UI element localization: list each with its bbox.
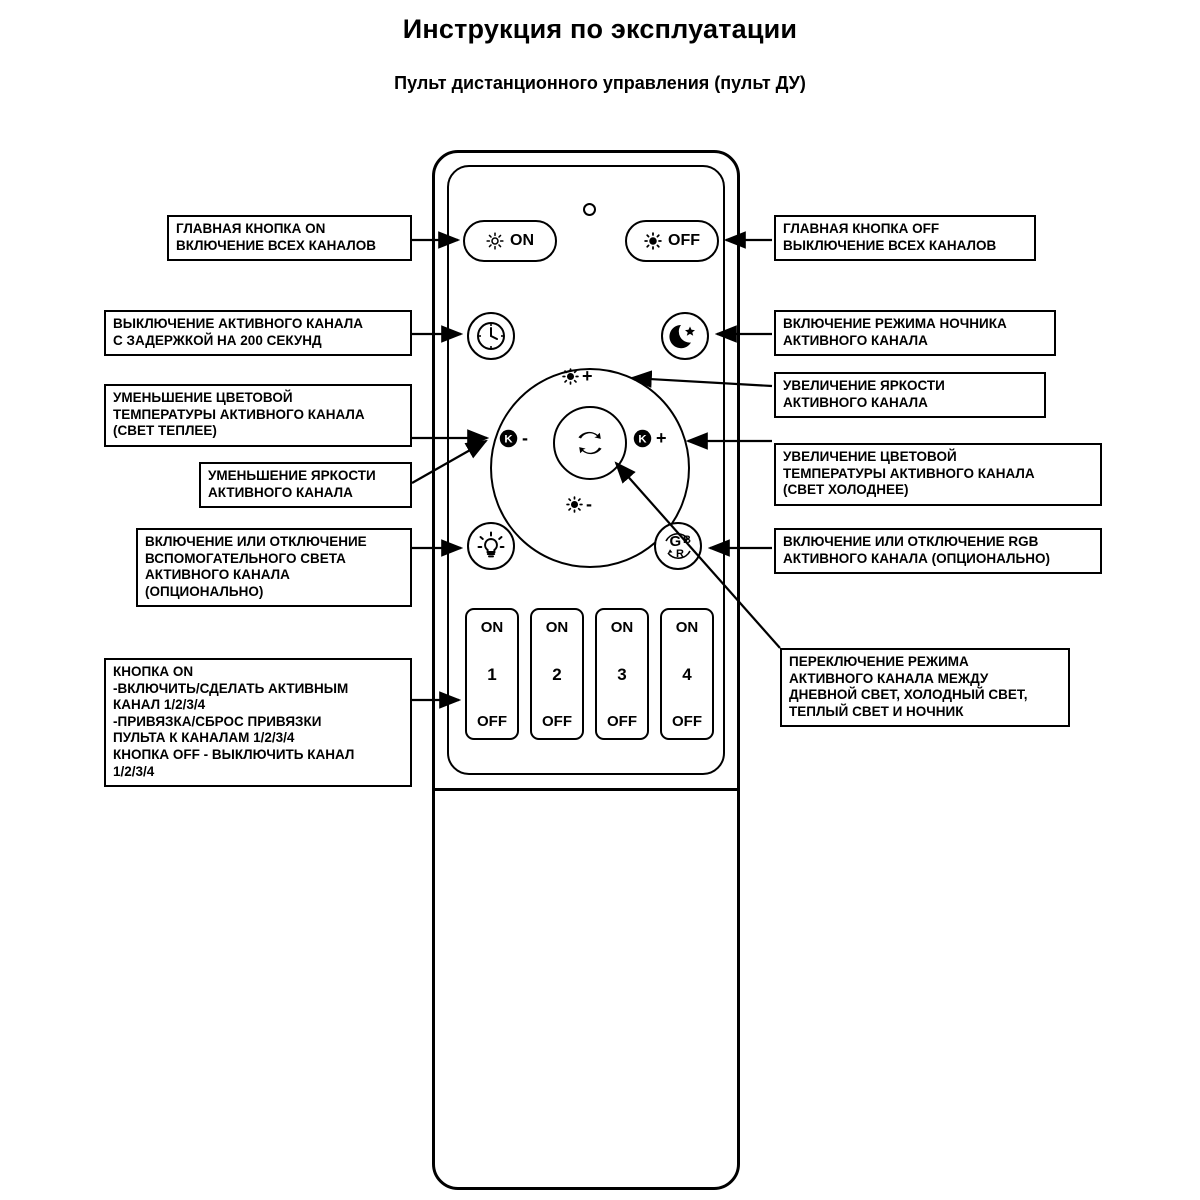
channel-button-3[interactable] [595, 608, 649, 740]
channel-number: 1 [487, 664, 497, 684]
svg-text:R: R [676, 548, 684, 560]
brightness-up-label: + [582, 366, 593, 386]
channel-off-label: OFF [542, 713, 572, 730]
channel-on-label: ON [675, 619, 699, 636]
sun-icon [486, 232, 504, 250]
channel-button-2[interactable] [530, 608, 584, 740]
callout-main-off: ГЛАВНАЯ КНОПКА OFF ВЫКЛЮЧЕНИЕ ВСЕХ КАНАЛОВ [774, 215, 1036, 261]
callout-channels: КНОПКА ON -ВКЛЮЧИТЬ/СДЕЛАТЬ АКТИВНЫМ КАНАЛ 1/2/3/4 -ПРИВЯЗКА/СБРОС ПРИВЯЗКИ ПУЛЬТА К КАНАЛАМ 1/2/3/4 КНОПКА OFF - ВЫКЛЮЧИТЬ КАНАЛ 1/2/3/4 [104, 658, 412, 787]
channel-off-label: OFF [607, 713, 637, 730]
mode-switch-button[interactable] [553, 406, 627, 480]
callout-rgb: ВКЛЮЧЕНИЕ ИЛИ ОТКЛЮЧЕНИЕ RGB АКТИВНОГО КАНАЛА (ОПЦИОНАЛЬНО) [774, 528, 1102, 574]
color-temp-up-label: + [656, 428, 667, 448]
callout-color-temp-down: УМЕНЬШЕНИЕ ЦВЕТОВОЙ ТЕМПЕРАТУРЫ АКТИВНОГО КАНАЛА (СВЕТ ТЕПЛЕЕ) [104, 384, 412, 447]
channel-number: 2 [552, 664, 562, 684]
brightness-up-control[interactable] [562, 366, 593, 387]
channel-number: 3 [617, 664, 627, 684]
aux-light-button[interactable] [467, 522, 515, 570]
channel-on-label: ON [610, 619, 634, 636]
main-off-button[interactable] [625, 220, 719, 262]
main-on-button[interactable] [463, 220, 557, 262]
kelvin-icon [632, 428, 653, 449]
brightness-down-control[interactable] [566, 494, 592, 515]
callout-color-temp-up: УВЕЛИЧЕНИЕ ЦВЕТОВОЙ ТЕМПЕРАТУРЫ АКТИВНОГО КАНАЛА (СВЕТ ХОЛОДНЕЕ) [774, 443, 1102, 506]
callout-brightness-up: УВЕЛИЧЕНИЕ ЯРКОСТИ АКТИВНОГО КАНАЛА [774, 372, 1046, 418]
timer-button[interactable] [467, 312, 515, 360]
svg-text:B: B [683, 534, 691, 546]
mode-cycle-icon [570, 423, 610, 463]
rgb-cycle-icon [657, 525, 699, 567]
brightness-down-label: - [586, 494, 592, 514]
color-temp-up-control[interactable] [632, 428, 667, 449]
callout-timer: ВЫКЛЮЧЕНИЕ АКТИВНОГО КАНАЛА С ЗАДЕРЖКОЙ НА 200 СЕКУНД [104, 310, 412, 356]
callout-brightness-down: УМЕНЬШЕНИЕ ЯРКОСТИ АКТИВНОГО КАНАЛА [199, 462, 412, 508]
channel-button-4[interactable] [660, 608, 714, 740]
callout-aux-light: ВКЛЮЧЕНИЕ ИЛИ ОТКЛЮЧЕНИЕ ВСПОМОГАТЕЛЬНОГО СВЕТА АКТИВНОГО КАНАЛА (ОПЦИОНАЛЬНО) [136, 528, 412, 607]
color-temp-down-control[interactable] [498, 428, 528, 449]
main-off-label: OFF [668, 232, 700, 249]
clock-icon [474, 319, 508, 353]
main-on-label: ON [510, 232, 534, 249]
channel-off-label: OFF [477, 713, 507, 730]
sun-filled-icon [566, 496, 583, 513]
svg-text:G: G [669, 533, 682, 550]
callout-mode-switch: ПЕРЕКЛЮЧЕНИЕ РЕЖИМА АКТИВНОГО КАНАЛА МЕЖДУ ДНЕВНОЙ СВЕТ, ХОЛОДНЫЙ СВЕТ, ТЕПЛЫЙ СВЕТ И НОЧНИК [780, 648, 1070, 727]
channel-on-label: ON [480, 619, 504, 636]
callout-night: ВКЛЮЧЕНИЕ РЕЖИМА НОЧНИКА АКТИВНОГО КАНАЛА [774, 310, 1056, 356]
remote-seam-line [434, 788, 738, 791]
moon-star-icon [669, 320, 701, 352]
svg-text:K: K [504, 433, 513, 446]
sun-filled-icon [644, 232, 662, 250]
sun-filled-icon [562, 368, 579, 385]
channel-number: 4 [682, 664, 692, 684]
rgb-button[interactable] [654, 522, 702, 570]
color-temp-down-label: - [522, 428, 528, 448]
channel-off-label: OFF [672, 713, 702, 730]
kelvin-icon [498, 428, 519, 449]
page-subtitle: Пульт дистанционного управления (пульт ДУ) [394, 73, 806, 93]
bulb-icon [475, 530, 507, 562]
night-mode-button[interactable] [661, 312, 709, 360]
ir-led-icon [583, 203, 596, 216]
svg-text:K: K [638, 433, 647, 446]
channel-button-1[interactable] [465, 608, 519, 740]
page-title: Инструкция по эксплуатации [402, 14, 798, 44]
callout-main-on: ГЛАВНАЯ КНОПКА ON ВКЛЮЧЕНИЕ ВСЕХ КАНАЛОВ [167, 215, 412, 261]
channel-on-label: ON [545, 619, 569, 636]
